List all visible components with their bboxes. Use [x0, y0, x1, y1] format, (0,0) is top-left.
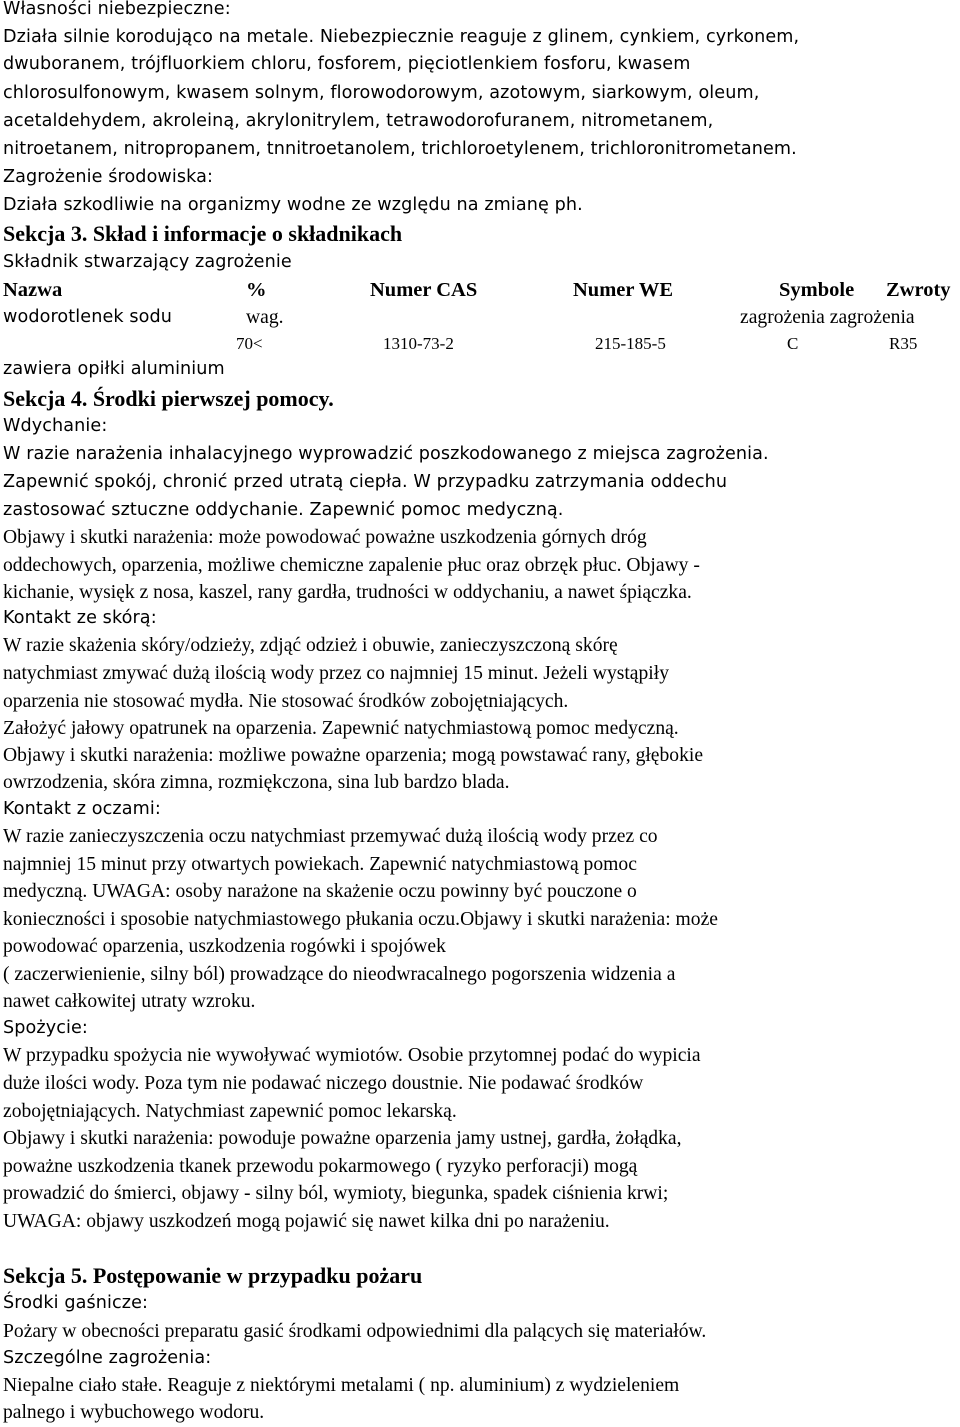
section-heading: Sekcja 5. Postępowanie w przypadku pożaru	[3, 1263, 423, 1288]
text-line: konieczności i sposobie natychmiastowego płukania oczu.Objawy i skutki narażenia: może	[3, 909, 718, 930]
subheading: Wdychanie:	[3, 416, 108, 436]
table-header-cas: Numer CAS	[370, 279, 478, 301]
subheading: Środki gaśnicze:	[3, 1293, 149, 1313]
table-cell-phrase: R35	[889, 334, 918, 353]
table-header-phrases: Zwroty	[886, 279, 951, 301]
text-line: Założyć jałowy opatrunek na oparzenia. Zapewnić natychmiastową pomoc medyczną.	[3, 718, 679, 739]
text-line: Niepalne ciało stałe. Reaguje z niektórymi metalami ( np. aluminium) z wydzieleniem	[3, 1375, 680, 1396]
table-cell-we: 215-185-5	[595, 334, 666, 353]
text-line: W razie narażenia inhalacyjnego wyprowadzić poszkodowanego z miejsca zagrożenia.	[3, 444, 769, 464]
text-line: Działa szkodliwie na organizmy wodne ze względu na zmianę ph.	[3, 195, 583, 215]
subheading: Kontakt z oczami:	[3, 799, 161, 819]
text-line: palnego i wybuchowego wodoru.	[3, 1402, 265, 1423]
table-header-symbols: Symbole	[779, 279, 855, 301]
text-line: powodować oparzenia, uszkodzenia rogówki i spojówek	[3, 936, 446, 957]
text-line: Pożary w obecności preparatu gasić środkami odpowiednimi dla palących się materiałów.	[3, 1321, 707, 1342]
text-line: najmniej 15 minut przy otwartych powiekach. Zapewnić natychmiastową pomoc	[3, 854, 637, 875]
text-line: owrzodzenia, skóra zimna, rozmiękczona, sina lub bardzo blada.	[3, 772, 510, 793]
text-line: Składnik stwarzający zagrożenie	[3, 252, 292, 272]
table-cell-substance: wodorotlenek sodu	[3, 307, 173, 327]
text-line: medyczną. UWAGA: osoby narażone na skażenie oczu powinny być pouczone o	[3, 881, 637, 902]
text-line: Zagrożenie środowiska:	[3, 167, 214, 187]
text-line: nawet całkowitej utraty wzroku.	[3, 991, 256, 1012]
subheading: Spożycie:	[3, 1018, 88, 1038]
text-line: oparzenia nie stosować mydła. Nie stosować środków zobojętniających.	[3, 691, 569, 712]
text-line: poważne uszkodzenia tkanek przewodu pokarmowego ( ryzyko perforacji) mogą	[3, 1156, 638, 1177]
section-heading: Sekcja 4. Środki pierwszej pomocy.	[3, 386, 334, 411]
table-header-percent: %	[246, 279, 267, 301]
subheading: Szczególne zagrożenia:	[3, 1348, 212, 1368]
text-line: Działa silnie korodująco na metale. Niebezpiecznie reaguje z glinem, cynkiem, cyrkonem,	[3, 27, 800, 47]
text-line: zastosować sztuczne oddychanie. Zapewnić pomoc medyczną.	[3, 500, 564, 520]
text-line: prowadzić do śmierci, objawy - silny ból, wymioty, biegunka, spadek ciśnienia krwi;	[3, 1183, 669, 1204]
table-cell-symbol: C	[787, 334, 799, 353]
table-header-we: Numer WE	[573, 279, 674, 301]
text-line: W przypadku spożycia nie wywoływać wymiotów. Osobie przytomnej podać do wypicia	[3, 1045, 701, 1066]
table-cell-cas: 1310-73-2	[383, 334, 454, 353]
text-line: Własności niebezpieczne:	[3, 0, 231, 19]
table-cell-unit: wag.	[246, 307, 284, 328]
text-line: acetaldehydem, akroleiną, akrylonitrylem, tetrawodorofuranem, nitrometanem,	[3, 111, 714, 131]
table-cell-percent: 70<	[236, 334, 263, 353]
text-line: natychmiast zmywać dużą ilością wody przez co najmniej 15 minut. Jeżeli wystąpiły	[3, 663, 669, 684]
text-line: W razie zanieczyszczenia oczu natychmiast przemywać dużą ilością wody przez co	[3, 826, 658, 847]
text-line: Zapewnić spokój, chronić przed utratą ciepła. W przypadku zatrzymania oddechu	[3, 472, 728, 492]
table-note: zawiera opiłki aluminium	[3, 359, 225, 379]
text-line: Objawy i skutki narażenia: możliwe poważne oparzenia; mogą powstawać rany, głębokie	[3, 745, 704, 766]
text-line: kichanie, wysięk z nosa, kaszel, rany gardła, trudności w oddychaniu, a nawet śpiączka.	[3, 582, 692, 603]
table-cell-hazard-labels: zagrożenia zagrożenia	[740, 307, 915, 328]
text-line: chlorosulfonowym, kwasem solnym, florowodorowym, azotowym, siarkowym, oleum,	[3, 83, 760, 103]
text-line: nitroetanem, nitropropanem, tnnitroetanolem, trichloroetylenem, trichloronitrometanem.	[3, 139, 797, 159]
text-line: dwuboranem, trójfluorkiem chloru, fosforem, pięciotlenkiem fosforu, kwasem	[3, 54, 691, 74]
text-line: Objawy i skutki narażenia: może powodować poważne uszkodzenia górnych dróg	[3, 527, 647, 548]
text-line: W razie skażenia skóry/odzieży, zdjąć odzież i obuwie, zanieczyszczoną skórę	[3, 635, 618, 656]
text-line: Objawy i skutki narażenia: powoduje poważne oparzenia jamy ustnej, gardła, żołądka,	[3, 1128, 682, 1149]
subheading: Kontakt ze skórą:	[3, 608, 157, 628]
table-header-name: Nazwa	[3, 279, 63, 301]
text-line: ( zaczerwienienie, silny ból) prowadzące do nieodwracalnego pogorszenia widzenia a	[3, 964, 676, 985]
text-line: oddechowych, oparzenia, możliwe chemiczne zapalenie płuc oraz obrzęk płuc. Objawy -	[3, 555, 700, 576]
section-heading: Sekcja 3. Skład i informacje o składnikach	[3, 221, 403, 246]
text-line: zobojętniających. Natychmiast zapewnić pomoc lekarską.	[3, 1101, 457, 1122]
text-line: UWAGA: objawy uszkodzeń mogą pojawić się nawet kilka dni po narażeniu.	[3, 1211, 610, 1232]
text-line: duże ilości wody. Poza tym nie podawać niczego doustnie. Nie podawać środków	[3, 1073, 644, 1094]
